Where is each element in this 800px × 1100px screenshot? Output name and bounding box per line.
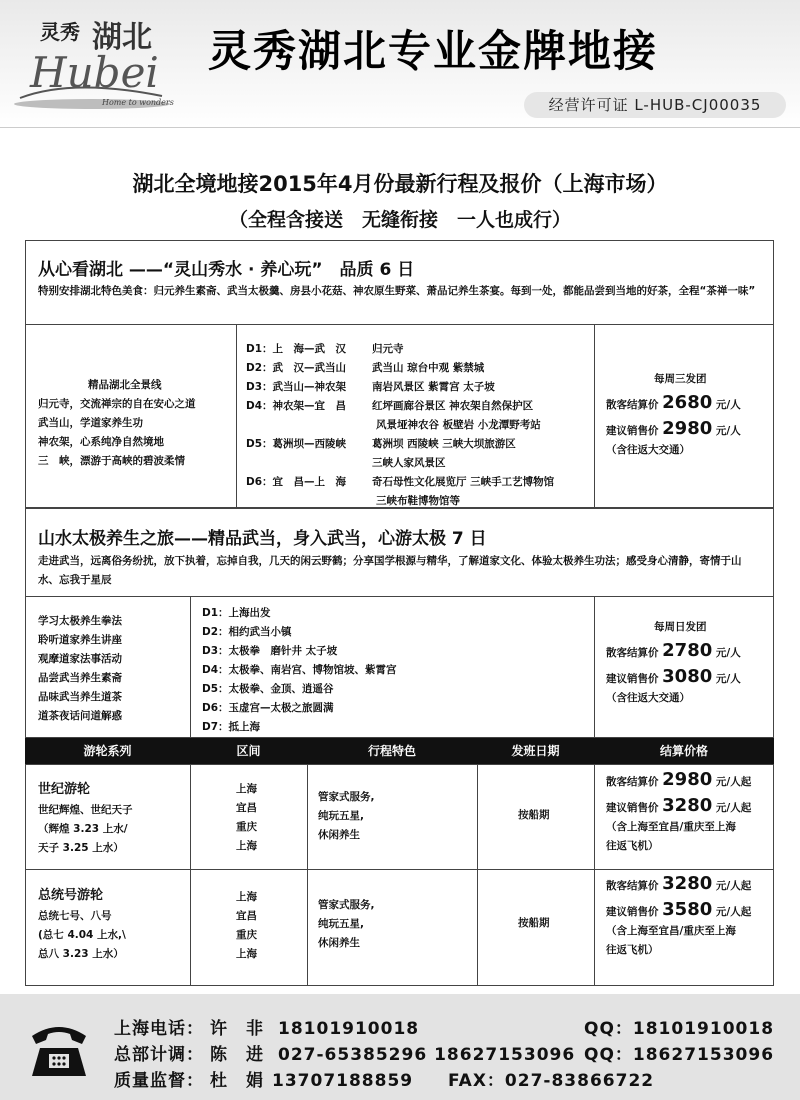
price-note: 往返飞机）: [606, 840, 659, 852]
contact-label: 上海电话：: [114, 1019, 204, 1039]
list-item: 武当山，学道家养生功: [38, 417, 143, 429]
list-item: 品尝武当养生素斋: [38, 672, 122, 684]
contact-label: 总部计调：: [114, 1045, 204, 1065]
tour1-left-title: 精品湖北全景线: [88, 379, 162, 391]
list-item: 聆听道家养生讲座: [38, 634, 122, 646]
cruise-table-header: [25, 738, 774, 764]
price-unit: 元/人起: [715, 906, 752, 918]
logo-text-mid: 湖北: [92, 20, 152, 55]
list-item: 观摩道家法事活动: [38, 653, 122, 665]
cruise-date: 按船期: [518, 809, 550, 821]
divider: [25, 324, 774, 325]
contact-name: 许 非: [210, 1019, 264, 1039]
net-price: 2980: [662, 769, 713, 790]
sell-price-row: [606, 796, 751, 818]
tour1-itinerary: [246, 340, 554, 511]
contact-line: [114, 1040, 575, 1065]
sell-price-label: 建议销售价: [606, 906, 659, 918]
sell-price: 3080: [662, 666, 713, 687]
day-places: 奇石母性文化展览厅 三峡手工艺博物馆: [372, 476, 555, 488]
cruise-price: [606, 770, 751, 856]
net-price: 3280: [662, 873, 713, 894]
route-stop: 上海: [236, 891, 257, 903]
divider: [25, 596, 774, 597]
tour1-schedule: 每周三发团: [654, 373, 707, 385]
price-note: 往返飞机）: [606, 944, 659, 956]
net-price-label: 散客结算价: [606, 776, 659, 788]
net-price-row: [606, 641, 741, 663]
hubei-logo: [12, 8, 202, 116]
tour2-itinerary: [202, 604, 397, 737]
column-header: 结算价格: [659, 744, 708, 758]
sell-price-label: 建议销售价: [606, 425, 659, 437]
sell-price-row: [606, 900, 751, 922]
tour1-left-list: [38, 395, 196, 471]
day-route: D1：上 海—武 汉: [246, 343, 347, 355]
contact-phone: 13707188859: [272, 1071, 414, 1091]
itinerary-row: [246, 416, 554, 435]
price-note: （含上海至宜昌/重庆至上海: [606, 821, 736, 833]
feature-item: 管家式服务,: [318, 791, 375, 803]
cruise-name: 总统号游轮: [38, 888, 104, 903]
route-stop: 宜昌: [236, 910, 257, 922]
day-places: 归元寺: [372, 343, 404, 355]
column-header: 发班日期: [511, 744, 560, 758]
divider: [236, 324, 237, 508]
cruise-sub: （辉煌 3.23 上水/: [38, 823, 128, 835]
contact-qq: QQ：18627153096: [584, 1045, 775, 1065]
itinerary-row: D1：上海出发: [202, 607, 271, 619]
contact-line: [114, 1014, 419, 1039]
divider: [190, 764, 191, 986]
cruise-date: 按船期: [518, 917, 550, 929]
contact-phone: 18101910018: [278, 1019, 420, 1039]
sell-price-row: [606, 667, 741, 689]
sell-price: 2980: [662, 418, 713, 439]
divider: [190, 596, 191, 738]
contact-line: [114, 1066, 413, 1091]
day-places: 风景垭神农谷 板壁岩 小龙潭野考站: [376, 419, 541, 431]
itinerary-row: [246, 340, 554, 359]
route-stop: 上海: [236, 783, 257, 795]
day-places: 南岩风景区 紫霄宫 太子坡: [372, 381, 495, 393]
price-unit: 元/人起: [715, 880, 752, 892]
tour2-schedule: 每周日发团: [654, 621, 707, 633]
divider: [594, 596, 595, 738]
list-item: 归元寺，交流禅宗的自在安心之道: [38, 398, 196, 410]
price-note: （含往返大交通）: [606, 444, 690, 456]
price-unit: 元/人: [715, 399, 741, 411]
price-unit: 元/人起: [715, 776, 752, 788]
feature-item: 管家式服务,: [318, 899, 375, 911]
day-places: 三峡布鞋博物馆等: [376, 495, 460, 507]
column-header: 区间: [236, 744, 261, 758]
contact-name: 陈 进: [210, 1045, 264, 1065]
price-unit: 元/人: [715, 673, 741, 685]
itinerary-row: D6：玉虚宫—太极之旅圆满: [202, 702, 334, 714]
contact-label: 质量监督：: [114, 1071, 204, 1091]
itinerary-row: [246, 435, 554, 454]
sell-price-row: [606, 419, 741, 441]
cruise-sub: 世纪辉煌、世纪天子: [38, 804, 133, 816]
tour2-price: [606, 618, 741, 708]
day-route: D5：葛洲坝—西陵峡: [246, 438, 347, 450]
price-note: （含上海至宜昌/重庆至上海: [606, 925, 736, 937]
list-item: 学习太极养生拳法: [38, 615, 122, 627]
itinerary-row: D3：太极拳 磨针井 太子坡: [202, 645, 338, 657]
route-stop: 上海: [236, 948, 257, 960]
day-places: 葛洲坝 西陵峡 三峡大坝旅游区: [372, 438, 516, 450]
itinerary-row: D4：太极拳、南岩宫、博物馆坡、紫霄宫: [202, 664, 397, 676]
route-stop: 上海: [236, 840, 257, 852]
cruise-sub: (总七 4.04 上水,\: [38, 929, 126, 941]
divider: [594, 324, 595, 508]
license-badge: 经营许可证 L-HUB-CJ00035: [524, 92, 786, 118]
tour1-desc: 特别安排湖北特色美食：归元养生素斋、武当太极羹、房县小花菇、神农原生野菜、萧品记养生茶宴。每到一处，都能品尝到当地的好茶，全程“茶禅一味”: [38, 285, 756, 297]
logo-text-en: Hubei: [30, 48, 159, 97]
itinerary-row: D5：太极拳、金顶、逍遥谷: [202, 683, 334, 695]
feature-item: 休闲养生: [318, 937, 360, 949]
feature-item: 休闲养生: [318, 829, 360, 841]
net-price-label: 散客结算价: [606, 880, 659, 892]
itinerary-row: [246, 359, 554, 378]
route-stop: 宜昌: [236, 802, 257, 814]
contact-phone: 027-65385296 18627153096: [278, 1045, 576, 1065]
itinerary-row: D2：相约武当小镇: [202, 626, 292, 638]
cruise-route: [236, 888, 257, 964]
price-unit: 元/人起: [715, 802, 752, 814]
cruise-price: [606, 874, 751, 960]
cruise-sub: 天子 3.25 上水）: [38, 842, 124, 854]
column-header: 游轮系列: [83, 744, 132, 758]
day-route: D4：神农架—宜 昌: [246, 400, 347, 412]
tour1-title: 从心看湖北 ——“灵山秀水 · 养心玩” 品质 6 日: [38, 260, 415, 280]
cruise-route: [236, 780, 257, 856]
table-row: [38, 780, 133, 858]
telephone-icon: [28, 1018, 90, 1080]
net-price-label: 散客结算价: [606, 399, 659, 411]
list-item: 品味武当养生道茶: [38, 691, 122, 703]
day-places: 三峡人家风景区: [372, 457, 446, 469]
list-item: 三 峡，漂游于高峡的碧波柔情: [38, 455, 185, 467]
day-places: 红坪画廊谷景区 神农架自然保护区: [372, 400, 534, 412]
sell-price: 3280: [662, 795, 713, 816]
sell-price-label: 建议销售价: [606, 802, 659, 814]
cruise-name: 世纪游轮: [38, 782, 91, 797]
list-item: 神农架，心系纯净自然境地: [38, 436, 164, 448]
contact-qq: QQ：18101910018: [584, 1019, 775, 1039]
divider: [25, 869, 774, 870]
price-unit: 元/人: [715, 647, 741, 659]
itinerary-row: [246, 473, 554, 492]
net-price-row: [606, 874, 751, 896]
tour2-left-list: [38, 612, 122, 726]
headline-main: 湖北全境地接2015年4月份最新行程及报价（上海市场）: [132, 172, 668, 196]
price-note: （含往返大交通）: [606, 692, 690, 704]
feature-item: 纯玩五星,: [318, 918, 364, 930]
feature-item: 纯玩五星,: [318, 810, 364, 822]
net-price-label: 散客结算价: [606, 647, 659, 659]
net-price-row: [606, 770, 751, 792]
net-price: 2780: [662, 640, 713, 661]
price-unit: 元/人: [715, 425, 741, 437]
itinerary-row: [246, 454, 554, 473]
sell-price: 3580: [662, 899, 713, 920]
net-price: 2680: [662, 392, 713, 413]
logo-text-cn: 灵秀: [40, 20, 80, 44]
column-header: 行程特色: [367, 744, 416, 758]
divider: [307, 764, 308, 986]
day-places: 武当山 琼台中观 紫禁城: [372, 362, 485, 374]
tour2-title: 山水太极养生之旅——精品武当，身入武当，心游太极 7 日: [38, 529, 487, 549]
contact-name: 杜 娟: [210, 1071, 264, 1091]
cruise-sub: 总八 3.23 上水）: [38, 948, 124, 960]
itinerary-row: [246, 397, 554, 416]
itinerary-row: D7：抵上海: [202, 721, 261, 733]
divider: [594, 764, 595, 986]
route-stop: 重庆: [236, 821, 257, 833]
route-stop: 重庆: [236, 929, 257, 941]
logo-tagline: Home to wonders: [102, 98, 174, 107]
day-route: D2：武 汉—武当山: [246, 362, 347, 374]
main-title: 灵秀湖北专业金牌地接: [208, 27, 658, 77]
tour2-desc: 走进武当，远离俗务纷扰，放下执着，忘掉自我，几天的闲云野鹤；分享国学根源与精华，了解道家文化、体验太极养生功法；感受身心清静，寄情于山水、忘我于星辰: [38, 555, 742, 586]
itinerary-row: [246, 378, 554, 397]
headline-sub: （全程含接送 无缝衔接 一人也成行）: [228, 209, 571, 231]
day-route: D6：宜 昌—上 海: [246, 476, 347, 488]
cruise-sub: 总统七号、八号: [38, 910, 112, 922]
header-banner: [0, 0, 800, 128]
list-item: 道茶夜话问道解惑: [38, 710, 122, 722]
day-route: D3：武当山—神农架: [246, 381, 347, 393]
cruise-features: [318, 896, 375, 953]
divider: [477, 764, 478, 986]
sell-price-label: 建议销售价: [606, 673, 659, 685]
cruise-features: [318, 788, 375, 845]
contact-fax: FAX：027-83866722: [448, 1071, 655, 1091]
table-row: [38, 886, 126, 964]
net-price-row: [606, 393, 741, 415]
tour1-price: [606, 370, 741, 460]
